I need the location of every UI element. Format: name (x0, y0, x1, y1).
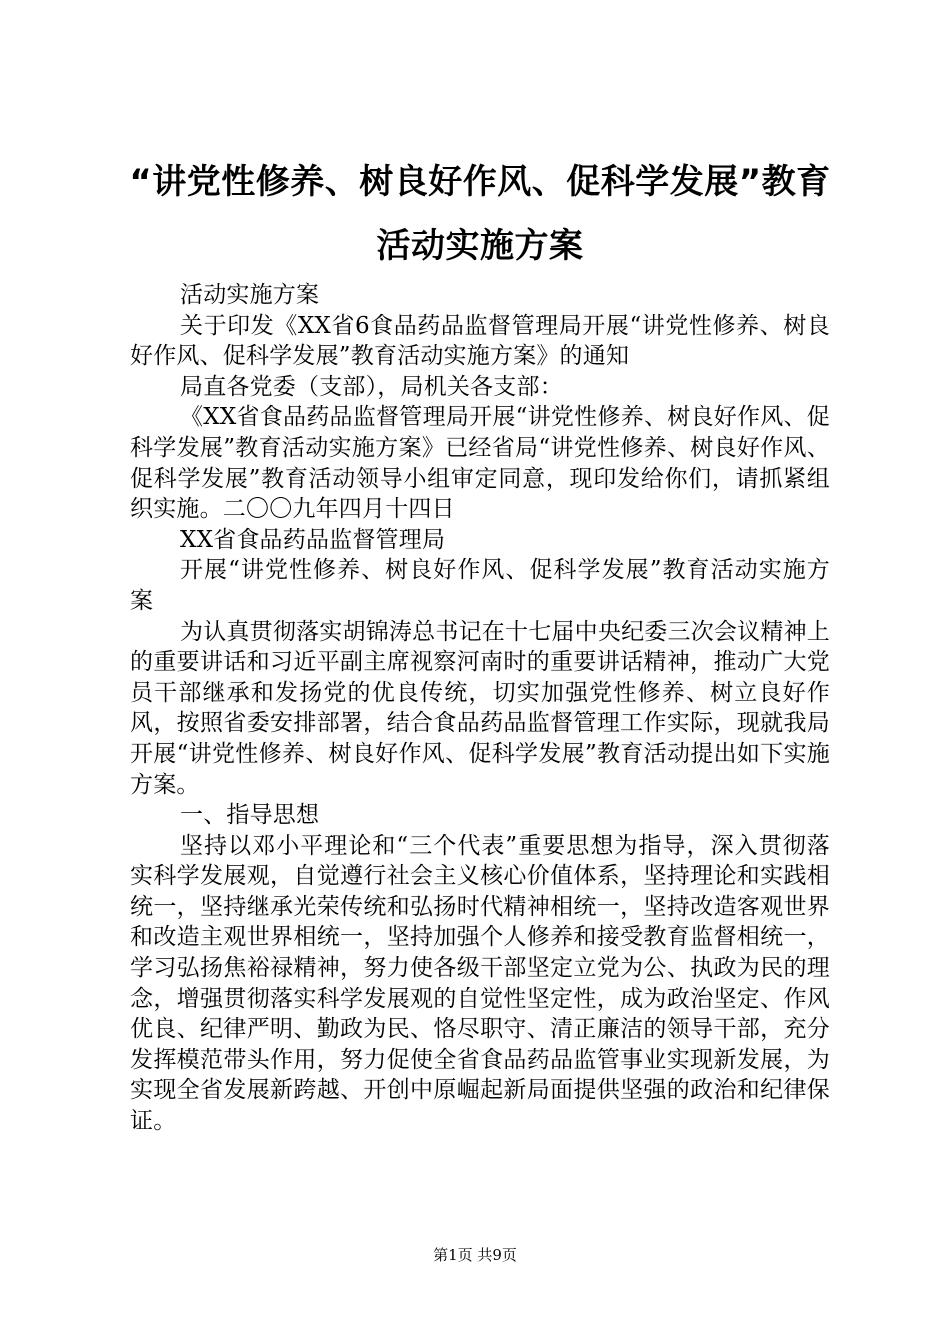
paragraph: 坚持以邓小平理论和“三个代表”重要思想为指导，深入贯彻落实科学发展观，自觉遵行社会主义核心价值体系，坚持理论和实践相统一，坚持继承光荣传统和弘扬时代精神相统一，坚持改造客观世界和改造主观世界相统一，坚持加强个人修养和接受教育监督相统一，学习弘扬焦裕禄精神，努力使各级干部坚定立党为公、执政为民的理念，增强贯彻落实科学发展观的自觉性坚定性，成为政治坚定、作风优良、纪律严明、勤政为民、恪尽职守、清正廉洁的领导干部，充分发挥模范带头作用，努力促使全省食品药品监管事业实现新发展，为实现全省发展新跨越、开创中原崛起新局面提供坚强的政治和纪律保证。 (130, 832, 830, 1135)
section-heading: 一、指导思想 (180, 802, 320, 829)
page-number-footer: 第1页 共9页 (433, 1246, 517, 1264)
document-body (130, 280, 830, 1137)
document-page (130, 150, 830, 1137)
paragraph: 活动实施方案 (180, 282, 320, 308)
paragraph: 《XX省食品药品监督管理局开展“讲党性修养、树良好作风、促科学发展”教育活动实施方案》已经省局“讲党性修养、树良好作风、促科学发展”教育活动领导小组审定同意，现印发给你们，请抓紧组织实施。二〇〇九年四月十四日 (130, 404, 830, 523)
paragraph: 为认真贯彻落实胡锦涛总书记在十七届中央纪委三次会议精神上的重要讲话和习近平副主席视察河南时的重要讲话精神，推动广大党员干部继承和发扬党的优良传统，切实加强党性修养、树立良好作风，按照省委安排部署，结合食品药品监督管理工作实际，现就我局开展“讲党性修养、树良好作风、促科学发展”教育活动提出如下实施方案。 (130, 618, 830, 798)
document-title: “讲党性修养、树良好作风、促科学发展”教育活动实施方案 (129, 162, 831, 266)
paragraph: XX省食品药品监督管理局 (180, 526, 446, 553)
paragraph: 关于印发《XX省6食品药品监督管理局开展“讲党性修养、树良好作风、促科学发展”教育活动实施方案》的通知 (130, 312, 830, 370)
paragraph: 局直各党委（支部），局机关各支部： (180, 373, 563, 400)
paragraph: 开展“讲党性修养、树良好作风、促科学发展”教育活动实施方案 (130, 557, 830, 614)
